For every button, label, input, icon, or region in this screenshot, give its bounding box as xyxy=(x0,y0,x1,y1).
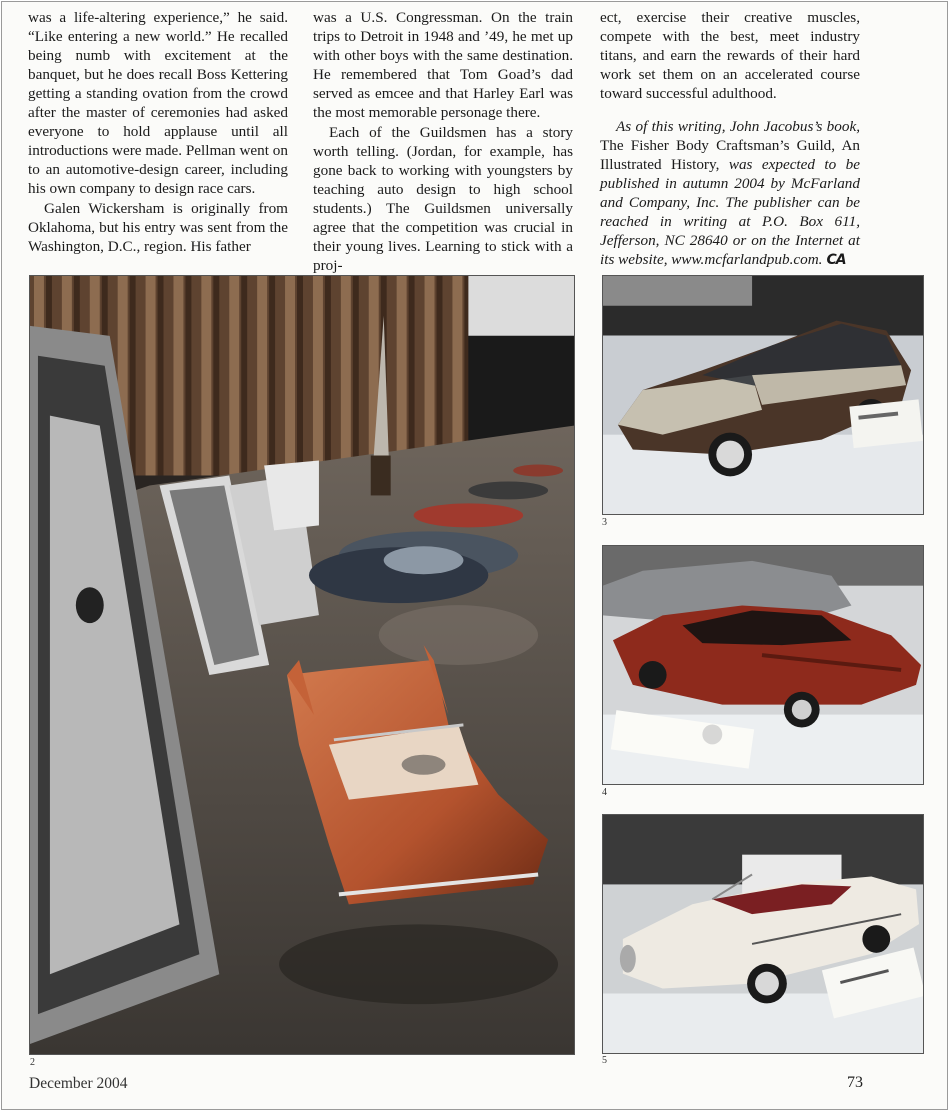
photo-3-image xyxy=(603,276,923,514)
photo-4-image xyxy=(603,546,923,784)
photo-convertible-white xyxy=(602,814,924,1054)
paragraph: Galen Wickersham is originally from Oklahoma, but his entry was sent from the Washington, D.C., region. His father xyxy=(28,200,288,255)
text-column-3 xyxy=(600,8,860,270)
photo-number: 5 xyxy=(602,1055,607,1066)
end-mark-logo: CA xyxy=(826,252,846,268)
photo-concept-car-silver xyxy=(602,275,924,515)
note-tail: was expected to be published in autumn 2004 by McFarland and Company, Inc. The publisher can be reached in writing at P.O. Box 611, Jefferson, NC 28640 or on the Internet at its website, www.mcfarlandpub.com. xyxy=(600,156,860,268)
magazine-page xyxy=(1,1,948,1110)
paragraph: was a life-altering experience,” he said. “Like entering a new world.” He recalled being numb with excitement at the banquet, but he does recall Boss Kettering getting a standing ovation from the crowd after the master of ceremonies had asked everyone to hold applause until all introductions were made. Pellman went on to an automotive-design career, including his own company to design race cars. xyxy=(28,9,288,197)
photo-number: 2 xyxy=(30,1057,35,1068)
book-title: The Fisher Body Craftsman’s Guild, An Illustrated History, xyxy=(600,137,860,173)
text-column-2 xyxy=(313,8,573,275)
photo-5-image xyxy=(603,815,923,1053)
photo-number: 4 xyxy=(602,787,607,798)
paragraph: was a U.S. Congressman. On the train trips to Detroit in 1948 and ’49, he met up with other boys with the same destination. He remembered that Tom Goad’s dad served as emcee and that Harley Earl was the most memorable personage there. xyxy=(313,9,573,121)
footer-date: December 2004 xyxy=(29,1075,128,1092)
photo-number: 3 xyxy=(602,517,607,528)
text-column-1 xyxy=(28,8,288,256)
note-lead: As of this writing, John Jacobus’s book, xyxy=(616,118,860,135)
paragraph: Each of the Guildsmen has a story worth telling. (Jordan, for example, has gone back to working with youngsters by teaching auto design to high school students.) The Guildsmen universally agree that the competition was crucial in their young lives. Learning to stick with a proj- xyxy=(313,124,573,274)
author-note xyxy=(600,117,860,270)
page-number: 73 xyxy=(847,1074,863,1091)
paragraph: ect, exercise their creative muscles, compete with the best, meet industry titans, and earn the rewards of their hard work set them on an accelerated course toward successful adulthood. xyxy=(600,9,860,102)
photo-model-car-display xyxy=(29,275,575,1055)
photo-2-image xyxy=(30,276,574,1054)
photo-concept-car-red xyxy=(602,545,924,785)
